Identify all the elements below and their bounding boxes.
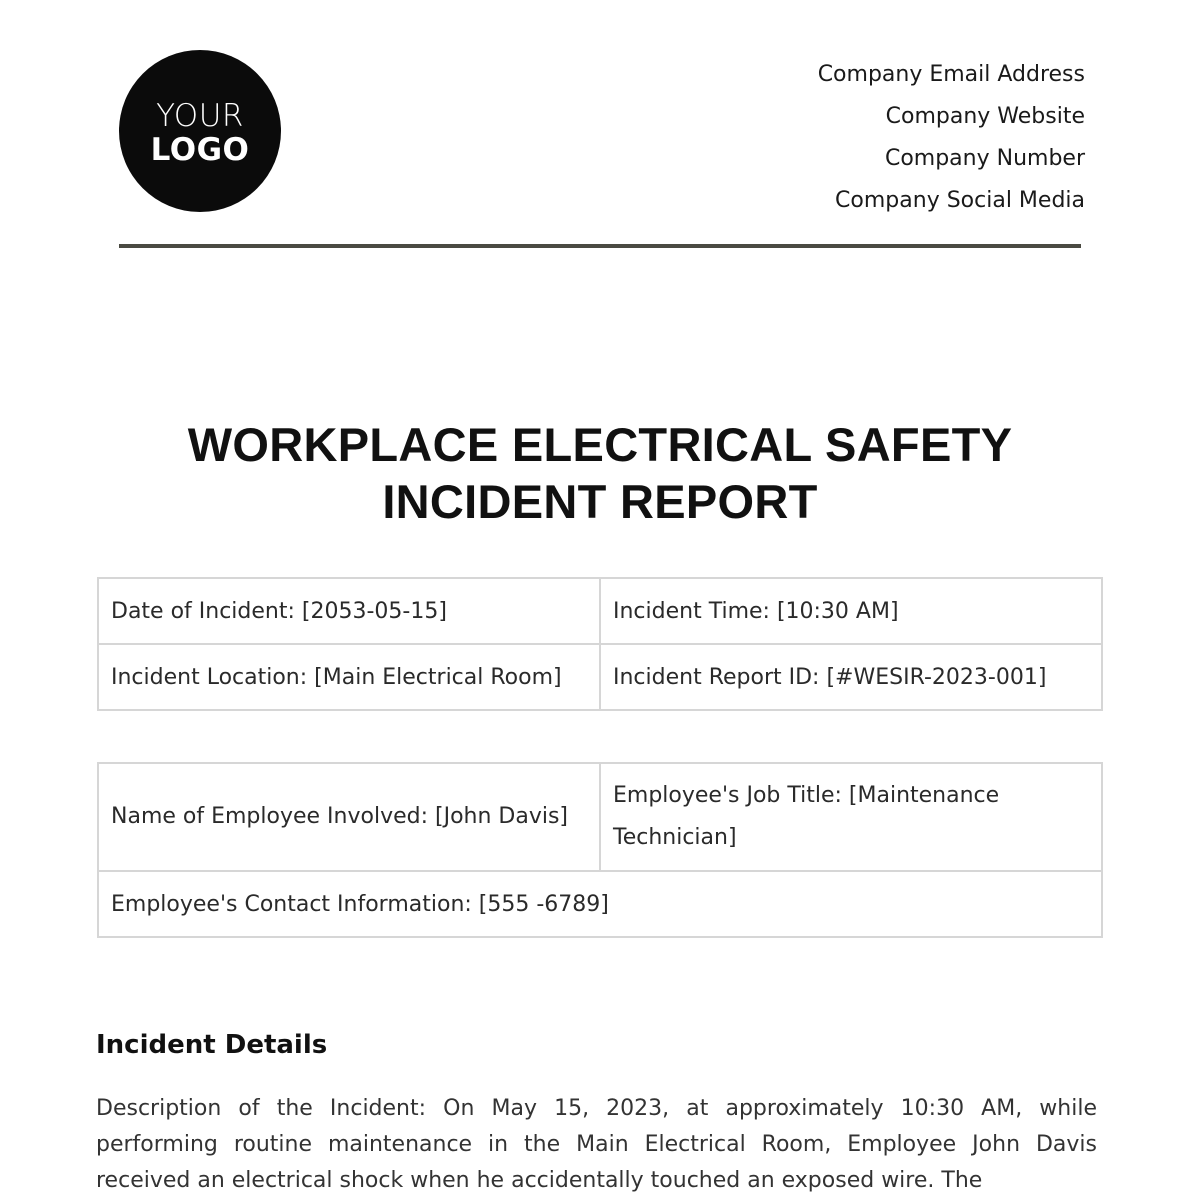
employee-info-table bbox=[97, 762, 1103, 938]
incident-date-cell: Date of Incident: [2053-05-15] bbox=[98, 578, 600, 644]
table-row bbox=[98, 763, 1102, 871]
report-title-line1: WORKPLACE ELECTRICAL SAFETY bbox=[187, 418, 1013, 471]
company-website: Company Website bbox=[885, 104, 1085, 129]
incident-report-id-cell: Incident Report ID: [#WESIR-2023-001] bbox=[600, 644, 1102, 710]
company-number: Company Number bbox=[884, 146, 1085, 171]
employee-contact-cell: Employee's Contact Information: [555 -6789] bbox=[98, 871, 1102, 937]
report-title bbox=[0, 416, 1200, 530]
company-email: Company Email Address bbox=[817, 62, 1085, 87]
table-row bbox=[98, 644, 1102, 710]
employee-name-cell: Name of Employee Involved: [John Davis] bbox=[98, 763, 600, 871]
company-social-media: Company Social Media bbox=[835, 188, 1085, 213]
report-title-line2: INCIDENT REPORT bbox=[382, 475, 818, 528]
company-contact-block bbox=[818, 54, 1085, 222]
header-divider bbox=[119, 244, 1081, 248]
incident-info-table bbox=[97, 577, 1103, 711]
incident-details-heading: Incident Details bbox=[96, 1030, 328, 1060]
incident-location-cell: Incident Location: [Main Electrical Room] bbox=[98, 644, 600, 710]
incident-time-cell: Incident Time: [10:30 AM] bbox=[600, 578, 1102, 644]
logo-text-your: YOUR bbox=[156, 97, 244, 134]
table-row bbox=[98, 578, 1102, 644]
incident-description-paragraph: Description of the Incident: On May 15, 2023, at approximately 10:30 AM, while performing routine maintenance in the Main Electrical Room, Employee John Davis received an electrical shock when he accidentally touched an exposed wire. The bbox=[96, 1096, 1097, 1193]
employee-job-title-cell: Employee's Job Title: [Maintenance Technician] bbox=[600, 763, 1102, 871]
table-row bbox=[98, 871, 1102, 937]
company-logo bbox=[119, 50, 281, 212]
logo-text-logo: LOGO bbox=[150, 131, 250, 168]
